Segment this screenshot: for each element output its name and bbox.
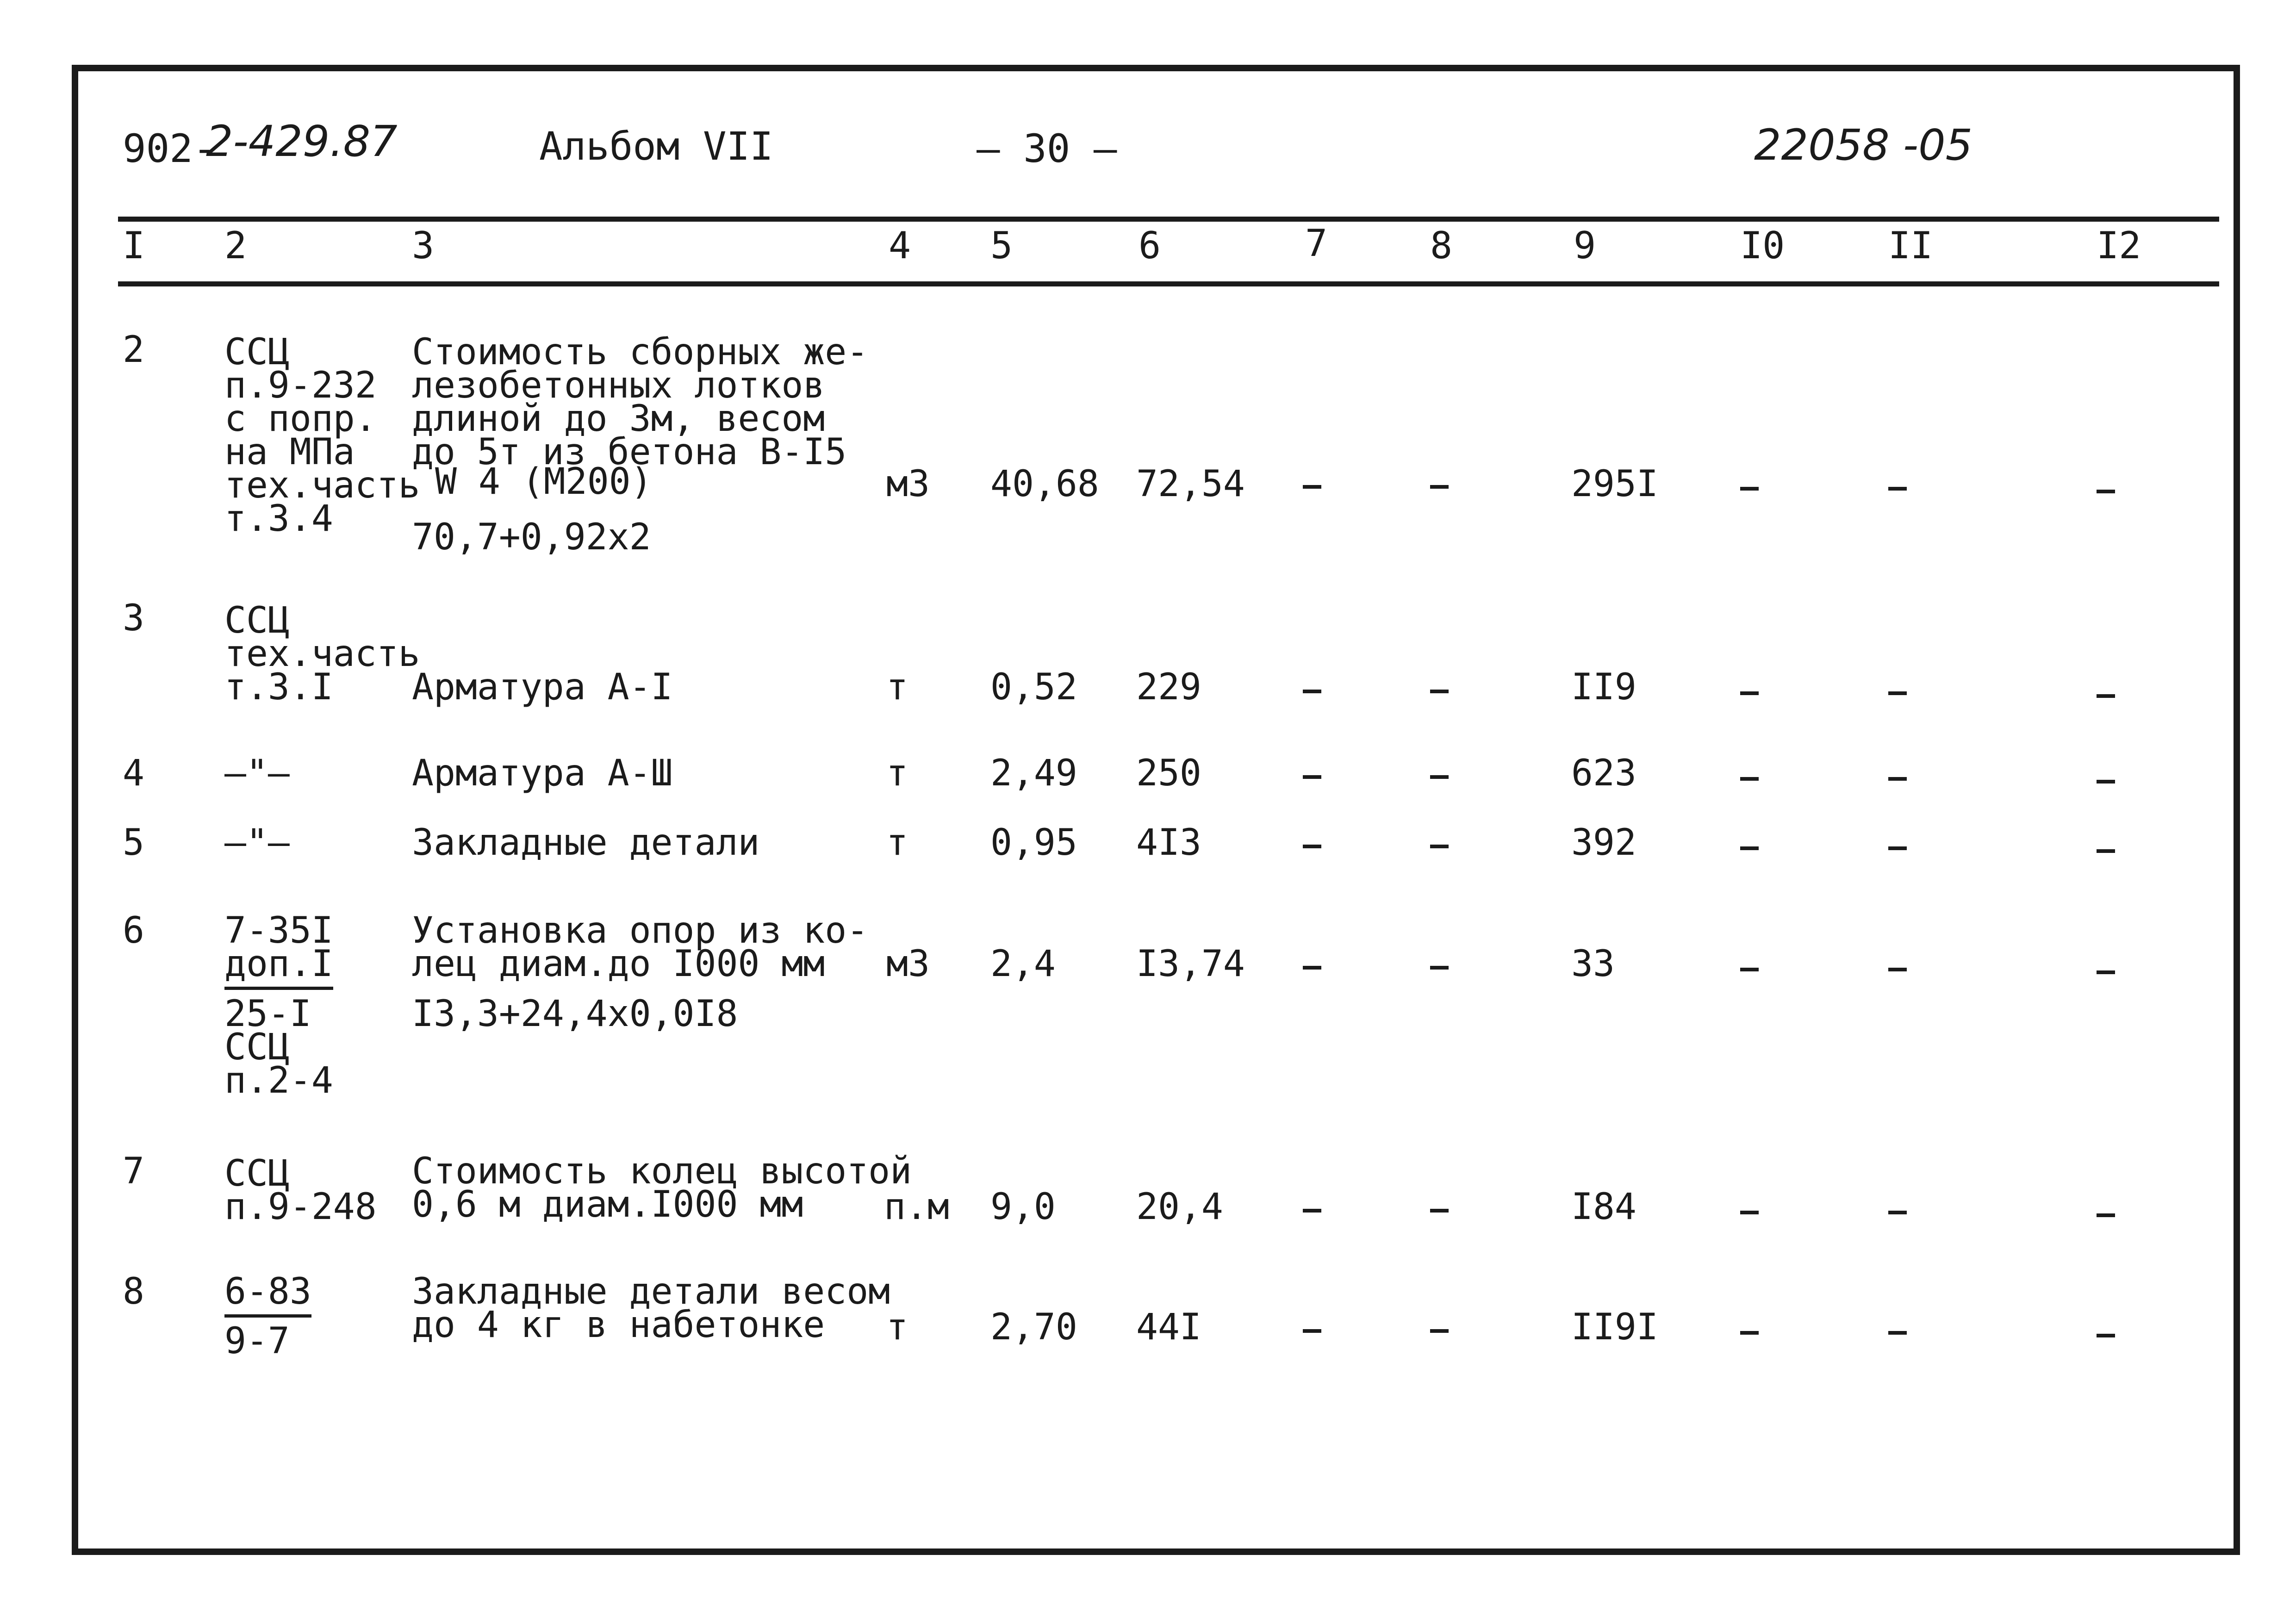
row-total: 295I bbox=[1571, 463, 1658, 505]
row-col10-dash bbox=[1740, 777, 1759, 781]
row-ref: ССЦ bbox=[224, 600, 290, 641]
row-quantity: 2,4 bbox=[990, 943, 1056, 985]
row-col11-dash bbox=[1888, 777, 1907, 781]
row-col8-dash bbox=[1430, 1329, 1449, 1333]
row-description: Закладные детали bbox=[412, 822, 760, 864]
col-header-9: 9 bbox=[1574, 224, 1596, 267]
doc-number: 22058 -05 bbox=[1754, 120, 1973, 170]
row-ref: тех.часть bbox=[224, 465, 420, 506]
col-header-10: I0 bbox=[1740, 224, 1785, 267]
row-formula: I3,3+24,4х0,0I8 bbox=[412, 993, 738, 1035]
row-col12-dash bbox=[2097, 1213, 2115, 1217]
row-price: 4I3 bbox=[1136, 822, 1201, 864]
row-ref: т.3.4 bbox=[224, 498, 333, 540]
row-col7-dash bbox=[1303, 775, 1321, 779]
row-ref: п.9-248 bbox=[224, 1186, 377, 1228]
row-ref: п.9-232 bbox=[224, 365, 377, 406]
row-ref: ССЦ bbox=[224, 1153, 290, 1194]
row-ref: 9-7 bbox=[224, 1320, 290, 1362]
row-col12-dash bbox=[2097, 1334, 2115, 1337]
row-col12-dash bbox=[2097, 970, 2115, 974]
row-col8-dash bbox=[1430, 845, 1449, 848]
row-col8-dash bbox=[1430, 775, 1449, 779]
header-top-rule bbox=[118, 217, 2219, 222]
row-total: 623 bbox=[1571, 752, 1636, 794]
row-price: 44I bbox=[1136, 1306, 1201, 1348]
row-col7-dash bbox=[1303, 1329, 1321, 1333]
row-description: лезобетонных лотков bbox=[412, 365, 825, 406]
row-formula: 70,7+0,92х2 bbox=[412, 516, 651, 558]
row-ref: 25-I bbox=[224, 993, 311, 1035]
doc-code-handwritten: 2-429.87 bbox=[206, 117, 398, 166]
col-header-5: 5 bbox=[990, 224, 1013, 267]
row-quantity: 9,0 bbox=[990, 1186, 1056, 1228]
row-ref bbox=[224, 1271, 311, 1312]
row-ref: с попр. bbox=[224, 398, 377, 440]
row-quantity: 0,52 bbox=[990, 666, 1077, 708]
row-quantity: 40,68 bbox=[990, 463, 1099, 505]
row-total: 33 bbox=[1571, 943, 1615, 985]
row-quantity: 2,49 bbox=[990, 752, 1077, 794]
col-header-3: 3 bbox=[412, 224, 435, 267]
row-col12-dash bbox=[2097, 849, 2115, 853]
row-ref: ССЦ bbox=[224, 1026, 290, 1068]
row-ref: т.3.I bbox=[224, 666, 333, 708]
row-ref: тех.часть bbox=[224, 633, 420, 675]
row-description: Стоимость колец высотой bbox=[412, 1150, 912, 1192]
row-col7-dash bbox=[1303, 690, 1321, 693]
col-header-6: 6 bbox=[1139, 224, 1161, 267]
row-total: II9I bbox=[1571, 1306, 1658, 1348]
col-header-11: II bbox=[1888, 224, 1933, 267]
row-number: 2 bbox=[123, 329, 144, 371]
row-col10-dash bbox=[1740, 968, 1759, 971]
row-quantity: 0,95 bbox=[990, 822, 1077, 864]
row-number: 7 bbox=[123, 1150, 144, 1192]
row-number: 4 bbox=[123, 752, 144, 794]
row-description: 0,6 м диам.I000 мм bbox=[412, 1184, 803, 1225]
row-description: Арматура А-I bbox=[412, 666, 673, 708]
row-number: 6 bbox=[123, 910, 144, 951]
row-price: I3,74 bbox=[1136, 943, 1245, 985]
row-description: W 4 (М200) bbox=[435, 461, 653, 503]
row-ref: ССЦ bbox=[224, 331, 290, 373]
row-col11-dash bbox=[1888, 487, 1907, 491]
col-header-12: I2 bbox=[2097, 224, 2141, 267]
row-col7-dash bbox=[1303, 966, 1321, 970]
row-unit: т bbox=[886, 666, 908, 708]
row-ref: 7-35I bbox=[224, 910, 333, 951]
row-unit: м3 bbox=[886, 463, 930, 505]
row-col8-dash bbox=[1430, 966, 1449, 970]
row-col12-dash bbox=[2097, 694, 2115, 698]
row-total: II9 bbox=[1571, 666, 1636, 708]
row-unit: п.м bbox=[884, 1186, 949, 1228]
row-col11-dash bbox=[1888, 968, 1907, 971]
row-ref: –"– bbox=[224, 822, 290, 864]
row-number: 3 bbox=[123, 597, 144, 639]
row-col11-dash bbox=[1888, 1211, 1907, 1214]
row-ref: –"– bbox=[224, 752, 290, 794]
row-ref: на МПа bbox=[224, 431, 355, 473]
row-col10-dash bbox=[1740, 846, 1759, 850]
header-bottom-rule bbox=[118, 281, 2219, 286]
row-number: 5 bbox=[123, 822, 144, 864]
row-col10-dash bbox=[1740, 1331, 1759, 1335]
row-quantity: 2,70 bbox=[990, 1306, 1077, 1348]
col-header-8: 8 bbox=[1430, 224, 1453, 267]
row-col11-dash bbox=[1888, 846, 1907, 850]
row-unit: м3 bbox=[886, 943, 930, 985]
row-ref-underlined: доп.I bbox=[224, 943, 333, 990]
col-header-7: 7 bbox=[1305, 222, 1328, 265]
row-description: Стоимость сборных же- bbox=[412, 331, 869, 373]
row-price: 20,4 bbox=[1136, 1186, 1223, 1228]
row-total: I84 bbox=[1571, 1186, 1636, 1228]
row-total: 392 bbox=[1571, 822, 1636, 864]
row-col11-dash bbox=[1888, 1331, 1907, 1335]
row-col11-dash bbox=[1888, 691, 1907, 695]
row-unit: т bbox=[886, 752, 908, 794]
row-col10-dash bbox=[1740, 1211, 1759, 1214]
album-label: Альбом VII bbox=[539, 124, 773, 169]
row-ref-underlined: 6-83 bbox=[224, 1271, 311, 1318]
col-header-1: I bbox=[123, 224, 145, 267]
col-header-2: 2 bbox=[224, 224, 247, 267]
row-col12-dash bbox=[2097, 490, 2115, 493]
row-unit: т bbox=[886, 1306, 908, 1348]
row-description: до 5т из бетона В-I5 bbox=[412, 431, 847, 473]
row-description: Установка опор из ко- bbox=[412, 910, 869, 951]
row-col8-dash bbox=[1430, 1209, 1449, 1213]
row-price: 229 bbox=[1136, 666, 1201, 708]
row-description: длиной до 3м, весом bbox=[412, 398, 825, 440]
row-col10-dash bbox=[1740, 691, 1759, 695]
row-price: 250 bbox=[1136, 752, 1201, 794]
row-description: Арматура А-Ш bbox=[412, 752, 673, 794]
row-description: лец диам.до I000 мм bbox=[412, 943, 825, 985]
row-ref bbox=[224, 943, 333, 985]
col-header-4: 4 bbox=[889, 224, 911, 267]
row-col8-dash bbox=[1430, 485, 1449, 489]
page-number: — 30 — bbox=[977, 126, 1117, 171]
row-col12-dash bbox=[2097, 780, 2115, 784]
row-description: Закладные детали весом bbox=[412, 1271, 890, 1312]
doc-code-prefix: 902- bbox=[123, 126, 217, 171]
row-col7-dash bbox=[1303, 485, 1321, 489]
row-col10-dash bbox=[1740, 487, 1759, 491]
row-col7-dash bbox=[1303, 845, 1321, 848]
row-number: 8 bbox=[123, 1271, 144, 1312]
row-price: 72,54 bbox=[1136, 463, 1245, 505]
row-ref: п.2-4 bbox=[224, 1060, 333, 1101]
row-unit: т bbox=[886, 822, 908, 864]
row-col8-dash bbox=[1430, 690, 1449, 693]
row-description: до 4 кг в набетонке bbox=[412, 1304, 825, 1346]
row-col7-dash bbox=[1303, 1209, 1321, 1213]
